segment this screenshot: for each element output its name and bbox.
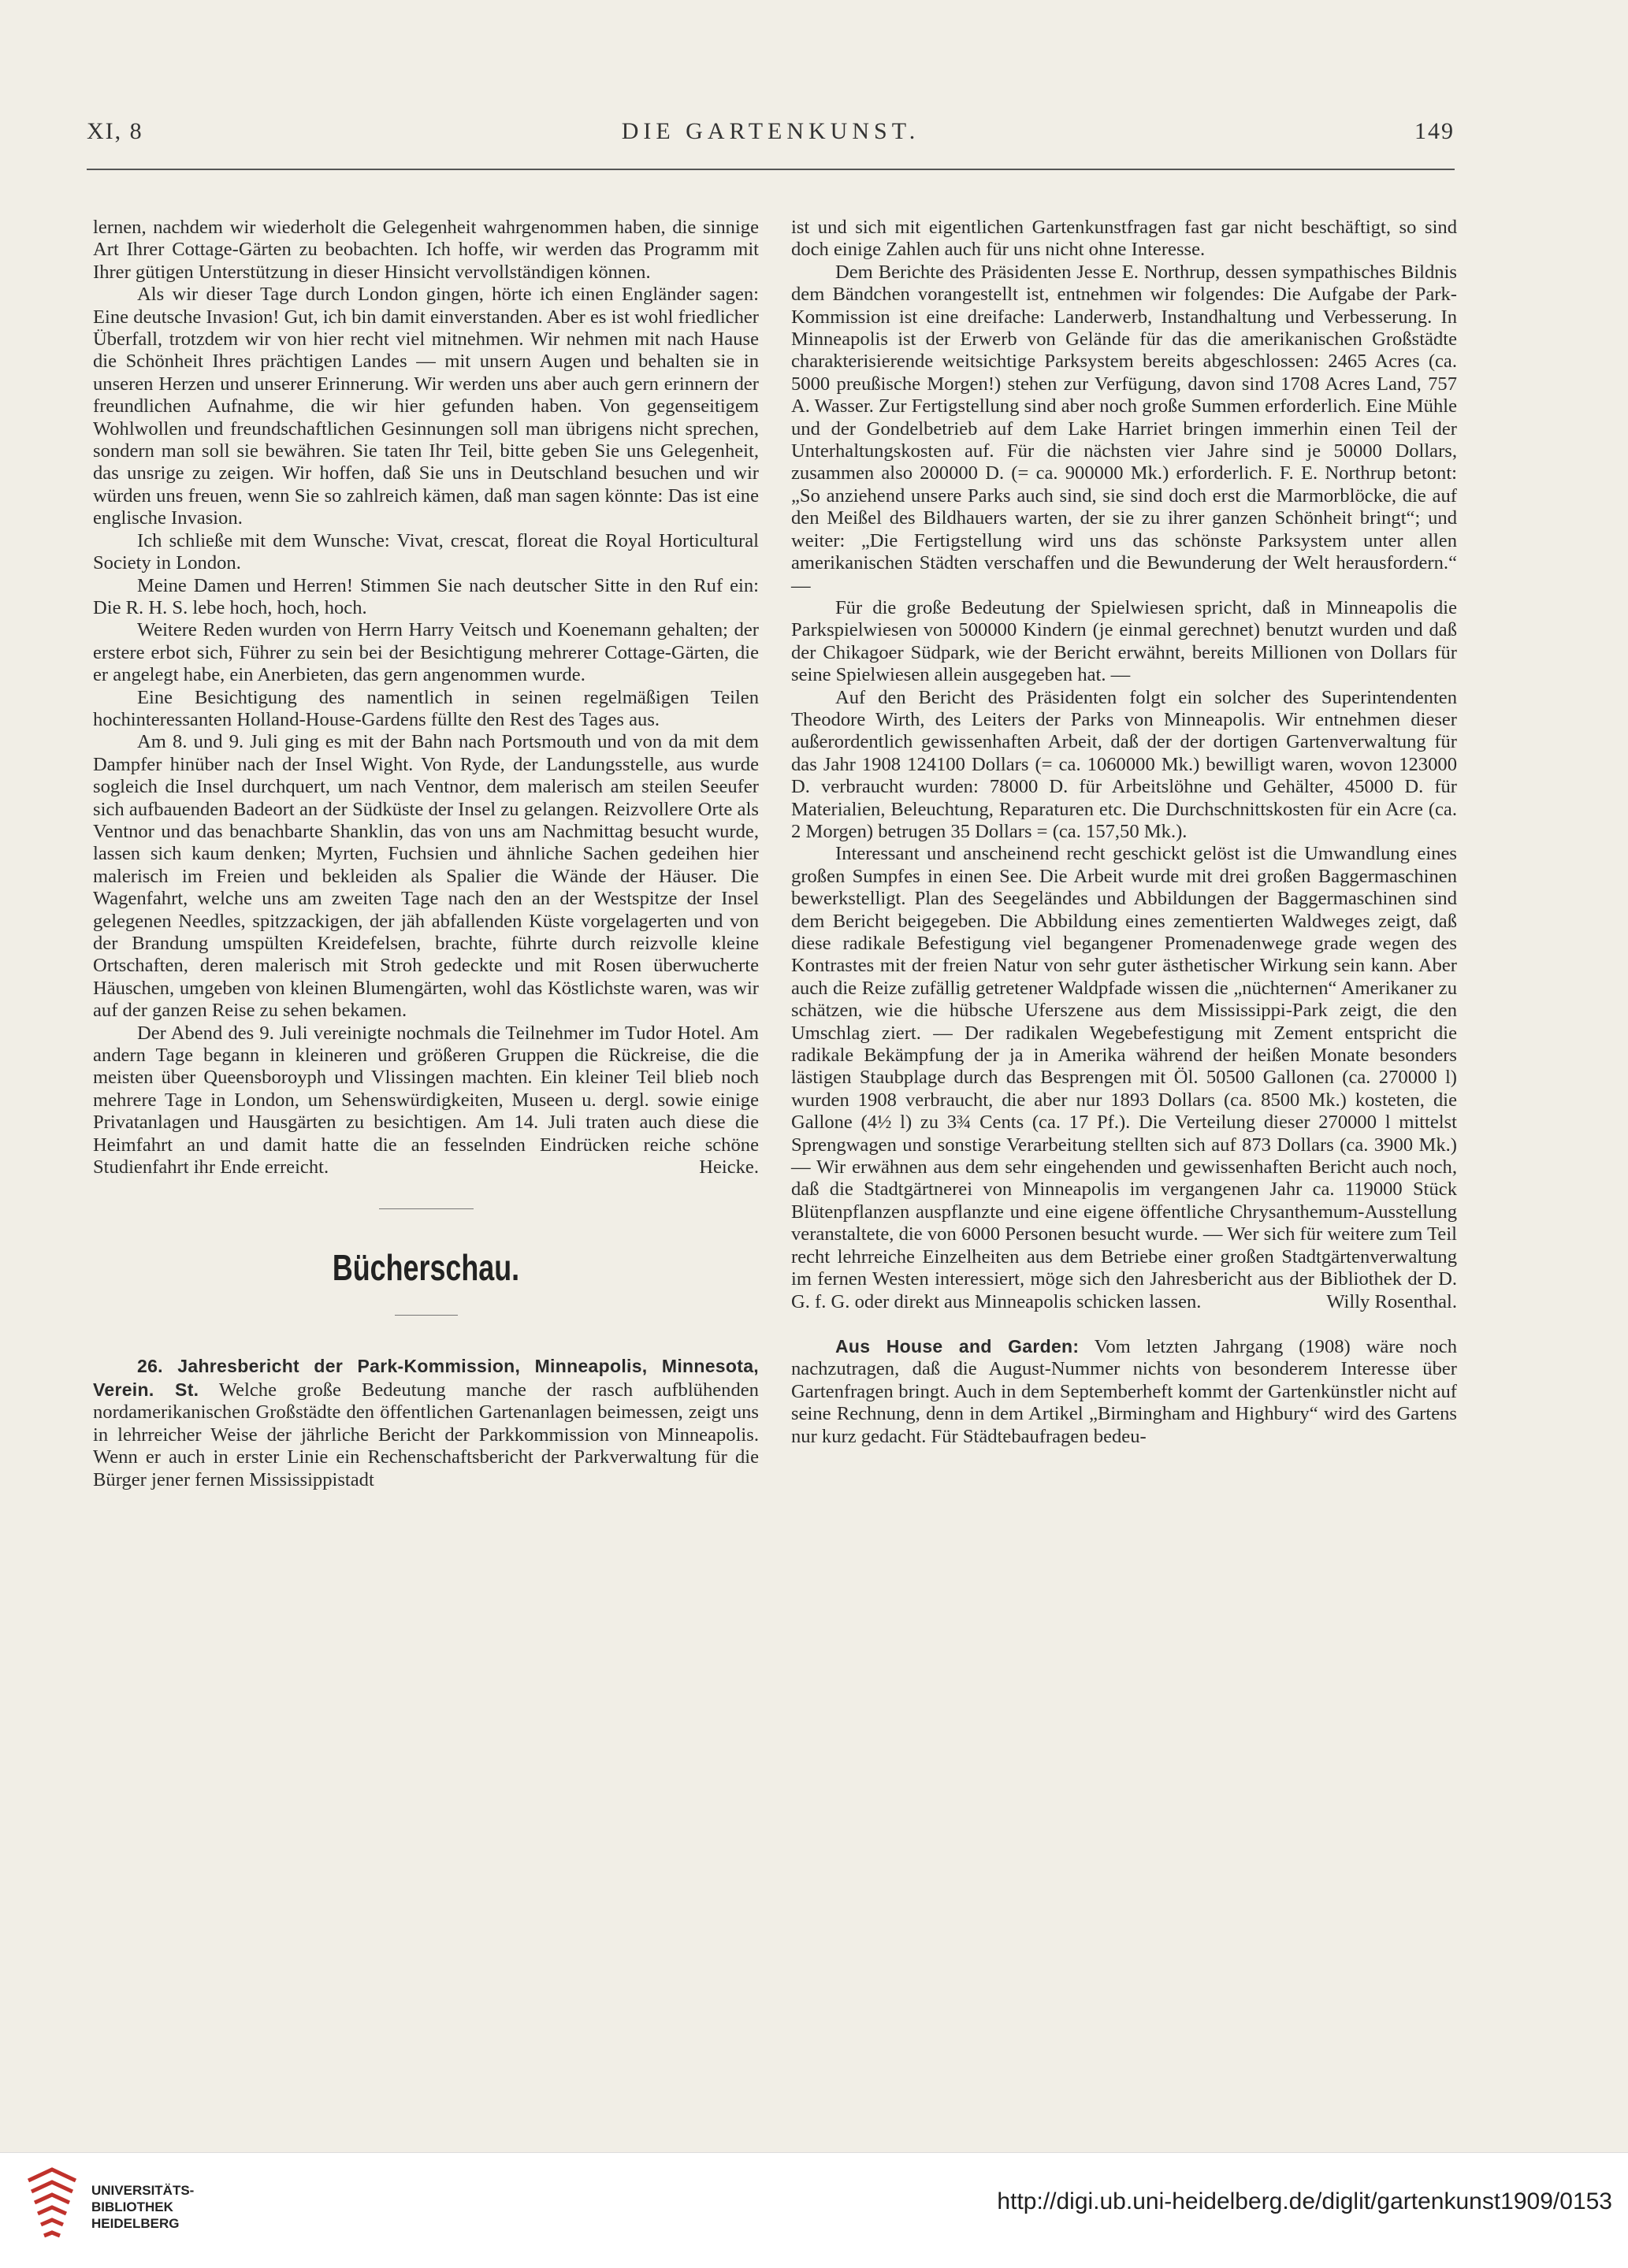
author-signature: Heicke. bbox=[699, 1156, 759, 1179]
page-number: 149 bbox=[1414, 118, 1455, 144]
paragraph: Weitere Reden wurden von Herrn Harry Veitsch und Koenemann gehalten; der erstere erbot sich, Führer zu sein bei der Besichtigung mehrerer Cottage-Gärten, die er angelegt habe, ein Anerbieten, das gern angenommen wurde. bbox=[93, 619, 759, 686]
paragraph: Für die große Bedeutung der Spielwiesen spricht, daß in Minneapolis die Parkspielwiesen von 500000 Kindern (je einmal gerechnet) benutzt wurden und daß der Chikagoer Südpark, wie der Bericht erwähnt, bereits Millionen von Dollars für seine Spielwiesen allein ausgegeben hat. — bbox=[791, 596, 1457, 686]
paragraph bbox=[791, 843, 1457, 1313]
source-url[interactable]: http://digi.ub.uni-heidelberg.de/diglit/gartenkunst1909/0153 bbox=[997, 2188, 1612, 2214]
library-name-line: UNIVERSITÄTS- bbox=[91, 2183, 195, 2198]
volume-number: XI, 8 bbox=[87, 118, 143, 144]
review-entry bbox=[93, 1355, 759, 1490]
running-head bbox=[87, 118, 1455, 150]
paragraph bbox=[93, 1023, 759, 1179]
paragraph: Eine Besichtigung des namentlich in seinen regelmäßigen Teilen hochinteressanten Holland-House-Gardens füllte den Rest des Tages aus. bbox=[93, 686, 759, 730]
paragraph: Als wir dieser Tage durch London gingen, hörte ich einen Engländer sagen: Eine deutsche Invasion! Gut, ich bin damit einverstanden. Aber es ist wohl friedlicher Überfall, trotzdem wir von hier recht viel mitnehmen. Wir nehmen mit nach Hause die Schönheit Ihres prächtigen Landes — mit unsern Augen und behalten sie in unseren Herzen und unserer Erinnerung. Wir werden uns aber auch gern erinnern der freundlichen Aufnahme, die wir hier gefunden haben. Von gegenseitigem Wohlwollen und freundschaftlichen Gesinnungen soll man übrigens nicht sprechen, sondern man soll sie bewähren. Sie taten Ihr Teil, bitte geben Sie uns Gelegenheit, das unsrige zu zeigen. Wir hoffen, daß Sie uns in Deutschland besuchen und wir würden uns freuen, wenn Sie so zahlreich kämen, daß man sagen könnte: Das ist eine englische Invasion. bbox=[93, 284, 759, 529]
section-divider bbox=[379, 1208, 474, 1209]
library-name bbox=[91, 2182, 194, 2232]
paragraph: Ich schließe mit dem Wunsche: Vivat, crescat, floreat die Royal Horticultural Society in London. bbox=[93, 529, 759, 574]
paragraph: Dem Berichte des Präsidenten Jesse E. Northrup, dessen sympathisches Bildnis dem Bändchen vorangestellt ist, entnehmen wir folgendes: Die Aufgabe der Park-Kommission ist eine dreifache: Landerwerb, Instandhaltung und Verbesserung. In Minneapolis ist der Erwerb von Gelände für das die amerikanischen Großstädte charakterisierende weitsichtige Parksystem bereits abgeschlossen: 2465 Acres (ca. 5000 preußische Morgen!) stehen zur Verfügung, davon sind 1708 Acres Land, 757 A. Wasser. Zur Fertigstellung sind aber noch große Summen erforderlich. Eine Mühle und der Gondelbetrieb auf dem Lake Harriet bringen immerhin einen Teil der Unterhaltungskosten auf. Für die nächsten vier Jahre sind je 50000 Dollars, zusammen also 200000 D. (= ca. 900000 Mk.) erforderlich. F. E. Northrup betont: „So anziehend unsere Parks auch sind, sie sind doch erst die Marmorblöcke, die auf den Meißel des Bildhauers warten, der sie zu ihrer ganzen Schönheit bringt“; und weiter: „Die Fertigstellung wird uns das schönste Parksystem unter allen amerikanischen Städten verschaffen und die Bewunderung der Welt herausfordern.“ — bbox=[791, 261, 1457, 596]
left-column bbox=[93, 217, 759, 1491]
review-text: Vom letzten Jahrgang (1908) wäre noch nachzutragen, daß die August-Nummer nichts von besonderem Interesse über Gartenfragen bringt. Auch in dem Septemberheft kommt der Gartenkünstler nicht auf seine Rechnung, denn in dem Artikel „Birmingham and Highbury“ wird des Gartens nur kurz gedacht. Für Städtebaufragen bedeu- bbox=[791, 1335, 1457, 1447]
author-signature: Willy Rosenthal. bbox=[1326, 1290, 1457, 1312]
paragraph-text: Der Abend des 9. Juli vereinigte nochmals die Teilnehmer im Tudor Hotel. Am andern Tage begann in kleineren und größeren Gruppen die Rückreise, die die meisten über Queensboroyph und Vlissingen machten. Ein kleiner Teil blieb noch mehrere Tage in London, um Sehenswürdigkeiten, Museen u. dergl. sowie einige Privatanlagen und Hausgärten zu besichtigen. Am 14. Juli traten auch diese die Heimfahrt an und damit hatte die an fesselnden Eindrücken reiche schöne Studienfahrt ihr Ende erreicht. bbox=[93, 1022, 759, 1179]
section-title: Bücherschau. bbox=[332, 1247, 520, 1289]
journal-title: DIE GARTENKUNST. bbox=[621, 118, 920, 144]
review-entry bbox=[791, 1335, 1457, 1448]
section-divider bbox=[395, 1315, 458, 1316]
university-library-logo bbox=[20, 2165, 84, 2240]
review-text: Welche große Bedeutung manche der rasch aufblühenden nordamerikanischen Großstädte den öffentlichen Gartenanlagen beimessen, zeigt uns in lehrreicher Weise der jährliche Bericht der Parkkommission von Minneapolis. Wenn er auch in erster Linie ein Rechenschaftsbericht der Parkverwaltung für die Bürger jener fernen Mississippistadt bbox=[93, 1379, 759, 1490]
paragraph: lernen, nachdem wir wiederholt die Gelegenheit wahrgenommen haben, die sinnige Art Ihrer Cottage-Gärten zu beobachten. Ich hoffe, wir werden das Programm mit Ihrer gütigen Unterstützung in dieser Hinsicht vervollständigen können. bbox=[93, 217, 759, 283]
paragraph: Am 8. und 9. Juli ging es mit der Bahn nach Portsmouth und von da mit dem Dampfer hinüber nach der Insel Wight. Von Ryde, der Landungsstelle, aus wurde sogleich die Insel durchquert, um nach Ventnor, dem malerisch am steilen Seeufer sich aufbauenden Badeort an der Südküste der Insel zu gelangen. Reizvollere Orte als Ventnor und das benachbarte Shanklin, das von uns am Nachmittag besucht wurde, lassen sich kaum denken; Myrten, Fuchsien und ähnliche Sachen gedeihen hier malerisch im Freien und bekleiden als Spalier die Wände der Häuser. Die Wagenfahrt, welche uns am zweiten Tage nach den an der Westspitze der Insel gelegenen Needles, spitzzackigen, der jäh abfallenden Küste vorgelagerten und von der Brandung umspülten Kreidefelsen, brachte, führte durch reizvolle kleine Ortschaften, deren malerisch mit Stroh gedeckte und mit Rosen überwucherte Häuschen, umgeben von kleinen Blumengärten, wohl das Köstlichste waren, was wir auf der ganzen Reise zu sehen bekamen. bbox=[93, 731, 759, 1022]
paragraph: ist und sich mit eigentlichen Gartenkunstfragen fast gar nicht beschäftigt, so sind doch einige Zahlen auch für uns nicht ohne Interesse. bbox=[791, 217, 1457, 261]
paragraph-text: Interessant und anscheinend recht geschickt gelöst ist die Umwandlung eines großen Sumpfes in einen See. Die Arbeit wurde mit drei großen Baggermaschinen bewerkstelligt. Plan des Seegeländes und Abbildungen der Baggermaschinen sind dem Bericht beigegeben. Die Abbildung eines zementierten Waldweges zeigt, daß diese radikale Befestigung viel begangener Promenadenwege grade wegen des Kontrastes mit der freien Natur von sehr guter ästhetischer Wirkung sein kann. Aber auch die Reize zufällig getretener Waldpfade wissen die „nüchternen“ Amerikaner zu schätzen, wie die hübsche Uferszene aus dem Mississippi-Park zeigt, die den Umschlag ziert. — Der radikalen Wegebefestigung mit Zement entspricht die radikale Bekämpfung der ja in Amerika während der heißen Monate besonders lästigen Staubplage durch das Besprengen mit Öl. 50500 Gallonen (ca. 270000 l) wurden 1908 verbraucht, die aber nur 1893 Dollars (ca. 8500 Mk.) kosteten, die Gallone (4½ l) zu 3¾ Cents (ca. 17 Pf.). Die Verteilung dieser 270000 l mittelst Sprengwagen und sonstige Verarbeitung stellten sich auf 873 Dollars (ca. 3900 Mk.) — Wir erwähnen aus dem sehr eingehenden und gewissenhaften Bericht auch noch, daß die Stadtgärtnerei von Minneapolis im vergangenen Jahr ca. 119000 Stück Blütenpflanzen auspflanzte und eine eigene öffentliche Chrysanthemum-Ausstellung veranstaltete, die von 6000 Personen besucht wurde. — Wer sich für weitere zum Teil recht lehrreiche Einzelheiten aus dem Betriebe einer großen Stadtgärtenverwaltung im fernen Westen interessiert, möge sich den Jahresbericht aus der Bibliothek der D. G. f. G. oder direkt aus Minneapolis schicken lassen. bbox=[791, 843, 1457, 1312]
right-column bbox=[791, 217, 1457, 1448]
review-heading: Aus House and Garden: bbox=[835, 1335, 1080, 1357]
library-name-line: BIBLIOTHEK bbox=[91, 2199, 173, 2214]
library-name-line: HEIDELBERG bbox=[91, 2216, 180, 2231]
review-heading: 26. Jahresbericht der Park-Kommission, Minneapolis, Minnesota, Verein. St. bbox=[93, 1356, 759, 1400]
paragraph: Auf den Bericht des Präsidenten folgt ein solcher des Superintendenten Theodore Wirth, des Leiters der Parks von Minneapolis. Wir entnehmen dieser außerordentlich gewissenhaften Arbeit, daß der der dortigen Gartenverwaltung für das Jahr 1908 124100 Dollars (= ca. 1060000 Mk.) bewilligt waren, wovon 123000 D. verbraucht wurden: 78000 D. für Arbeitslöhne und Gehälter, 45000 D. für Materialien, Beleuchtung, Reparaturen etc. Die Durchschnittskosten für ein Acre (ca. 2 Morgen) betrugen 35 Dollars = (ca. 157,50 Mk.). bbox=[791, 686, 1457, 842]
header-rule bbox=[87, 169, 1455, 170]
paragraph: Meine Damen und Herren! Stimmen Sie nach deutscher Sitte in den Ruf ein: Die R. H. S. lebe hoch, hoch, hoch. bbox=[93, 574, 759, 618]
